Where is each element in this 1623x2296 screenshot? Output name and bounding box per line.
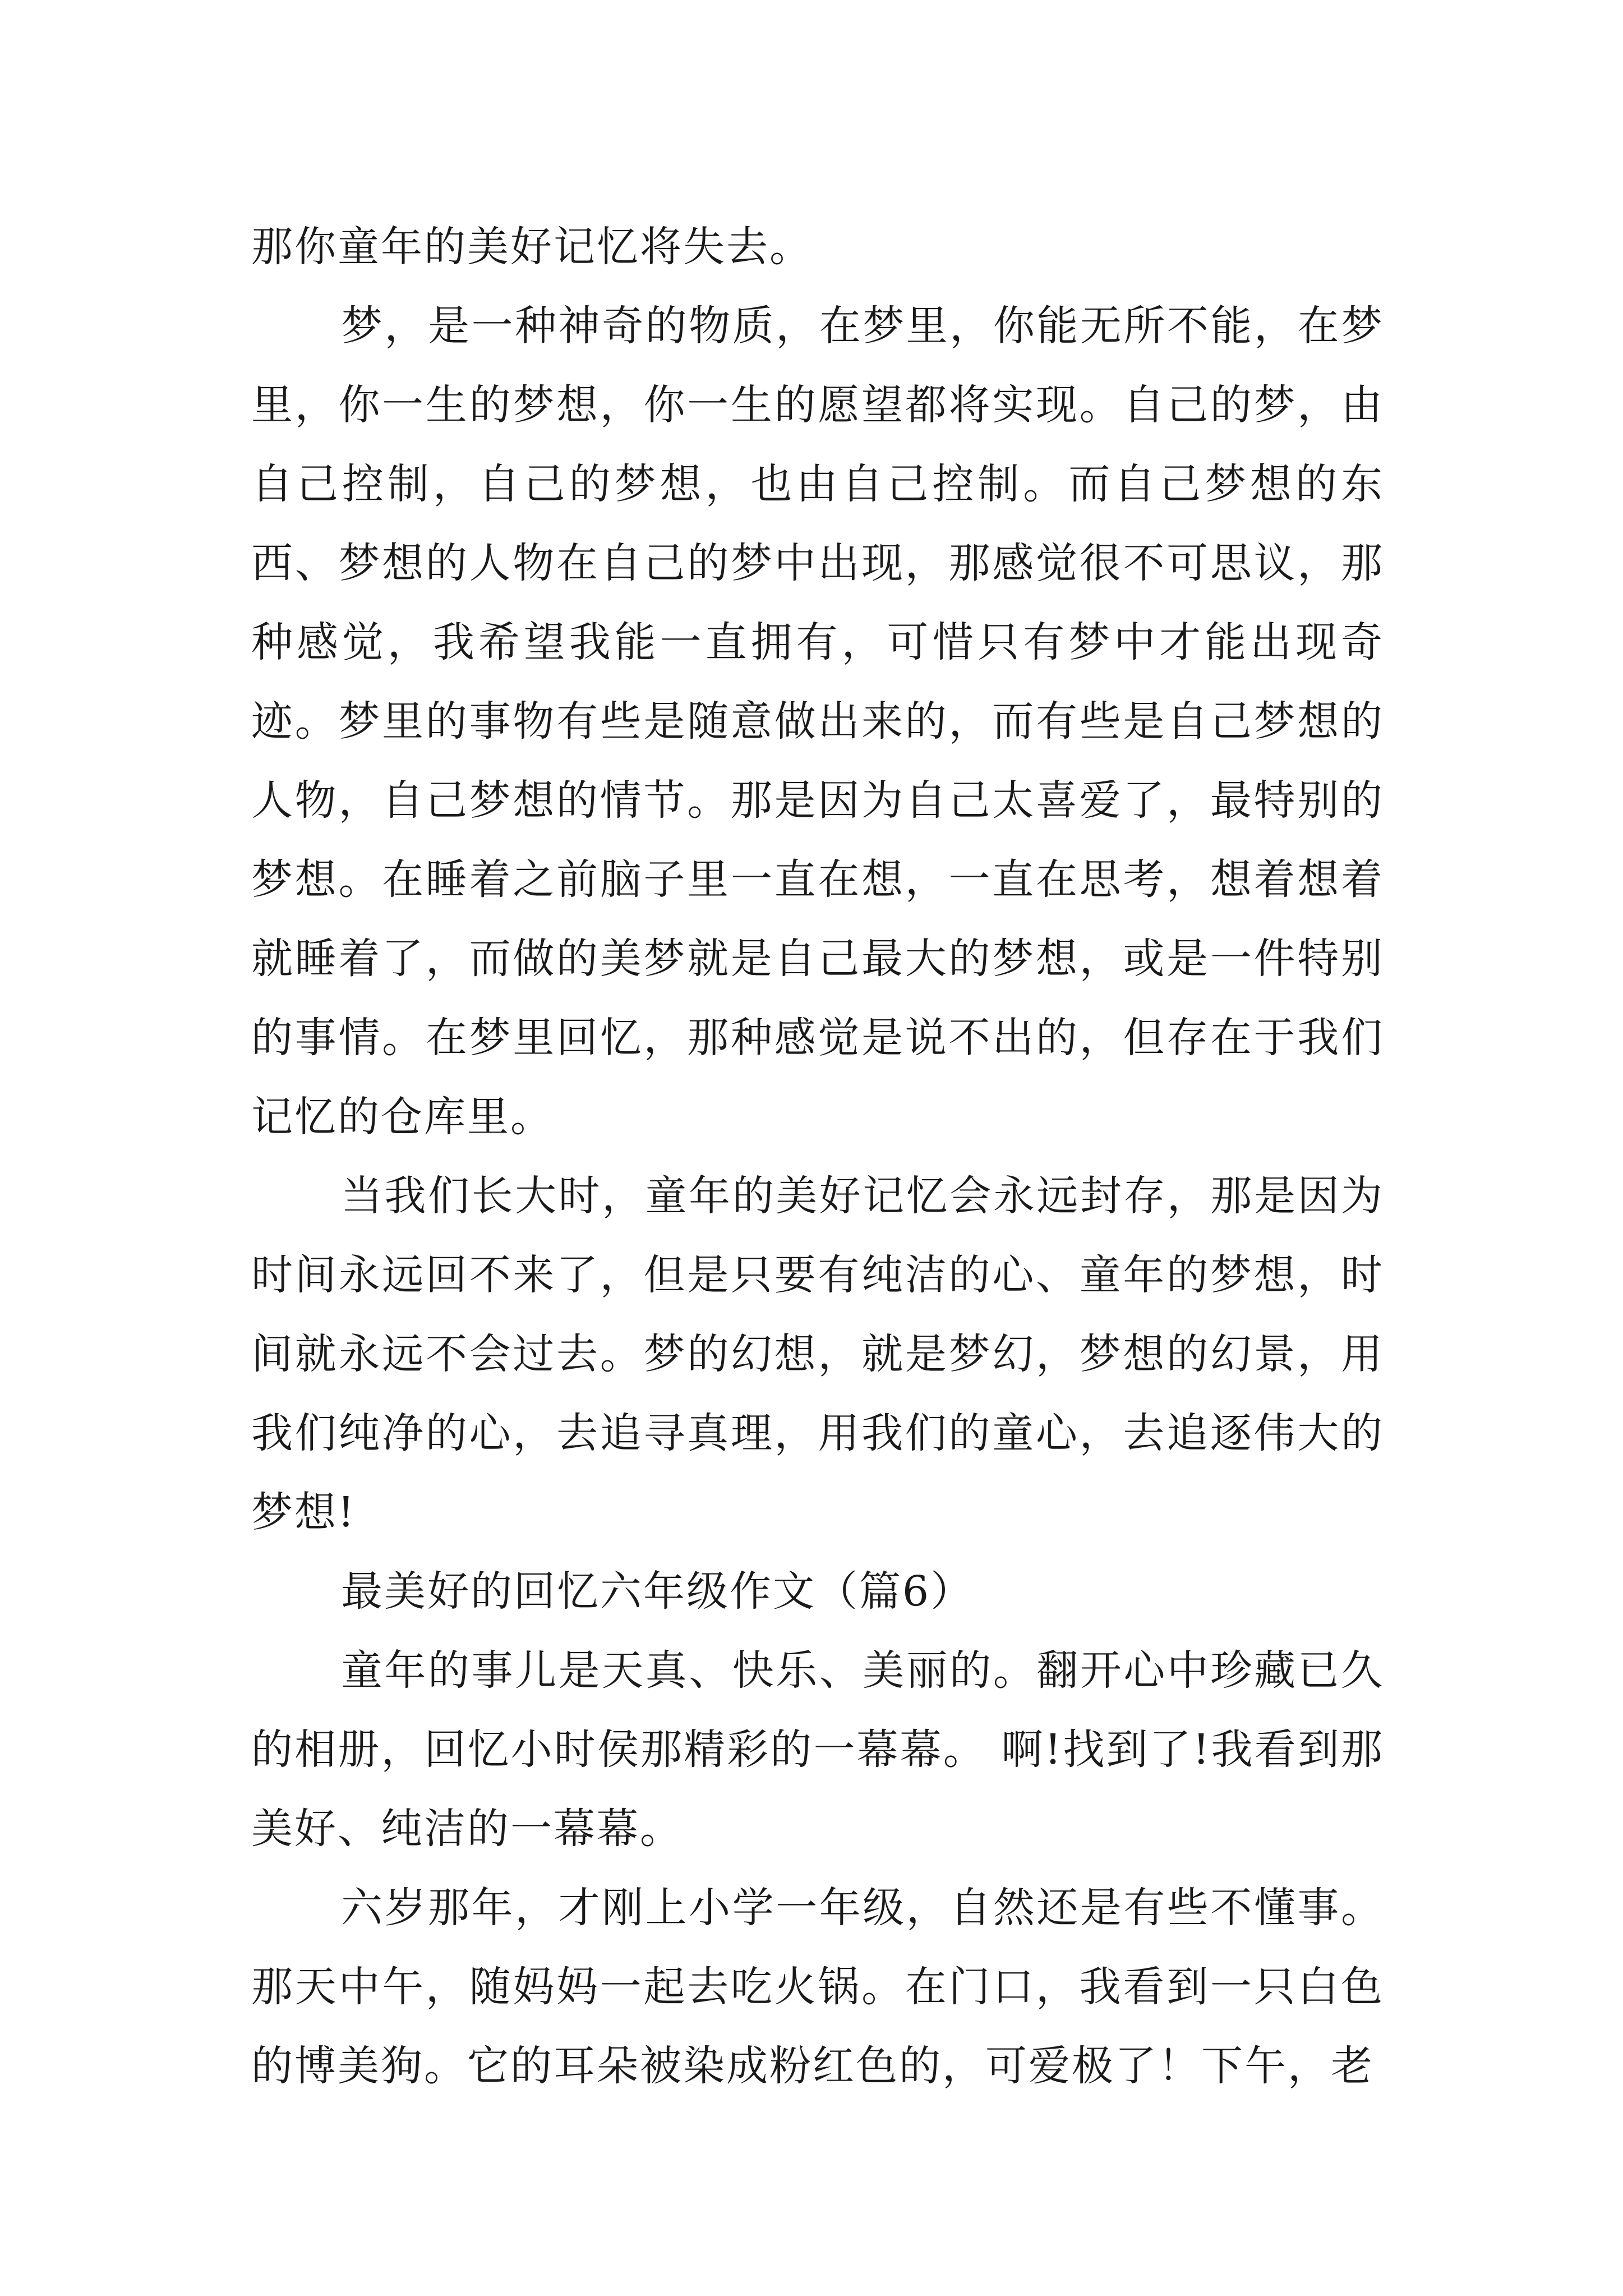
paragraph-3: 当我们长大时，童年的美好记忆会永远封存，那是因为时间永远回不来了，但是只要有纯洁的心、童年的梦想，时间就永远不会过去。梦的幻想，就是梦幻，梦想的幻景，用我们纯净的心，去追寻真理，用我们的童心，去追逐伟大的梦想!: [251, 1172, 1384, 1536]
section-heading: 最美好的回忆六年级作文（篇6）: [341, 1567, 974, 1616]
paragraph-2: 梦，是一种神奇的物质，在梦里，你能无所不能，在梦里，你一生的梦想，你一生的愿望都将实现。自己的梦，由自己控制，自己的梦想，也由自己控制。而自己梦想的东西、梦想的人物在自己的梦中出现，那感觉很不可思议，那种感觉，我希望我能一直拥有，可惜只有梦中才能出现奇迹。梦里的事物有些是随意做出来的，而有些是自己梦想的人物，自己梦想的情节。那是因为自己太喜爱了，最特别的梦想。在睡着之前脑子里一直在想，一直在思考，想着想着就睡着了，而做的美梦就是自己最大的梦想，或是一件特别的事情。在梦里回忆，那种感觉是说不出的，但存在于我们记忆的仓库里。: [251, 302, 1384, 1141]
document-body: [251, 208, 1384, 2106]
paragraph-5: 六岁那年，才刚上小学一年级，自然还是有些不懂事。那天中午，随妈妈一起去吃火锅。在门口，我看到一只白色的博美狗。它的耳朵被染成粉红色的，可爱极了！下午，老: [251, 1884, 1384, 2090]
paragraph-1: 那你童年的美好记忆将失去。: [251, 223, 813, 271]
paragraph-4: 童年的事儿是天真、快乐、美丽的。翻开心中珍藏已久的相册，回忆小时侯那精彩的一幕幕。 啊!找到了!我看到那美好、纯洁的一幕幕。: [251, 1646, 1384, 1853]
